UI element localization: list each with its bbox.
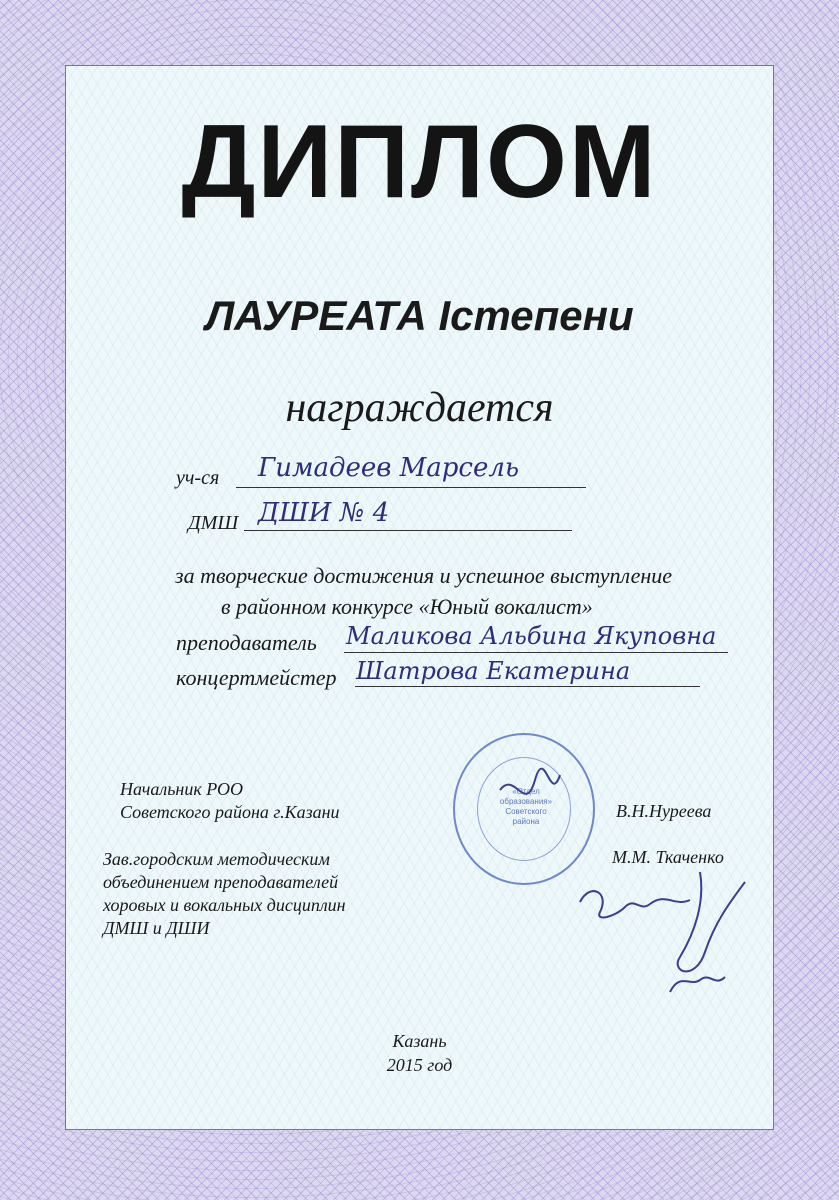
signature-stamp-mark [490,760,570,830]
signatory1-name: В.Н.Нуреева [616,801,712,821]
signatory2-position-line1: Зав.городским методическим [103,849,330,869]
diploma-subtitle: ЛАУРЕАТА Iстепени [205,292,634,339]
stamp-text: «Отдел образования» Советского района [499,787,553,826]
teacher-name: Маликова Альбина Якуповна [346,622,717,650]
handwritten-signature [570,862,770,1002]
footer-year: 2015 год [386,1055,453,1075]
signatory1-position-line1: Начальник РОО [120,779,243,799]
school-name: ДШИ № 4 [258,498,390,528]
accompanist-underline [355,686,700,687]
footer-city: Казань [392,1031,447,1051]
diploma-title: ДИПЛОМ [181,104,658,220]
signatory2-position-line3: хоровых и вокальных дисциплин [103,895,346,915]
reason-line-1: за творческие достижения и успешное выступление [175,563,673,588]
reason-line-2: в районном конкурсе «Юный вокалист» [221,594,593,619]
accompanist-name: Шатрова Екатерина [356,657,631,685]
school-underline [244,530,572,531]
school-label: ДМШ [188,512,239,534]
teacher-label: преподаватель [176,630,317,655]
student-name: Гимадеев Марсель [258,453,520,483]
student-underline [236,487,586,488]
awarded-heading: награждается [285,385,554,431]
signatory2-name: М.М. Ткаченко [612,847,724,867]
signatory2-position-line4: ДМШ и ДШИ [103,918,210,938]
signatory2-position-line2: объединением преподавателей [103,872,339,892]
teacher-underline [344,652,728,653]
student-label: уч-ся [176,467,220,489]
accompanist-label: концертмейстер [176,665,337,690]
signatory1-position-line2: Советского района г.Казани [120,802,340,822]
